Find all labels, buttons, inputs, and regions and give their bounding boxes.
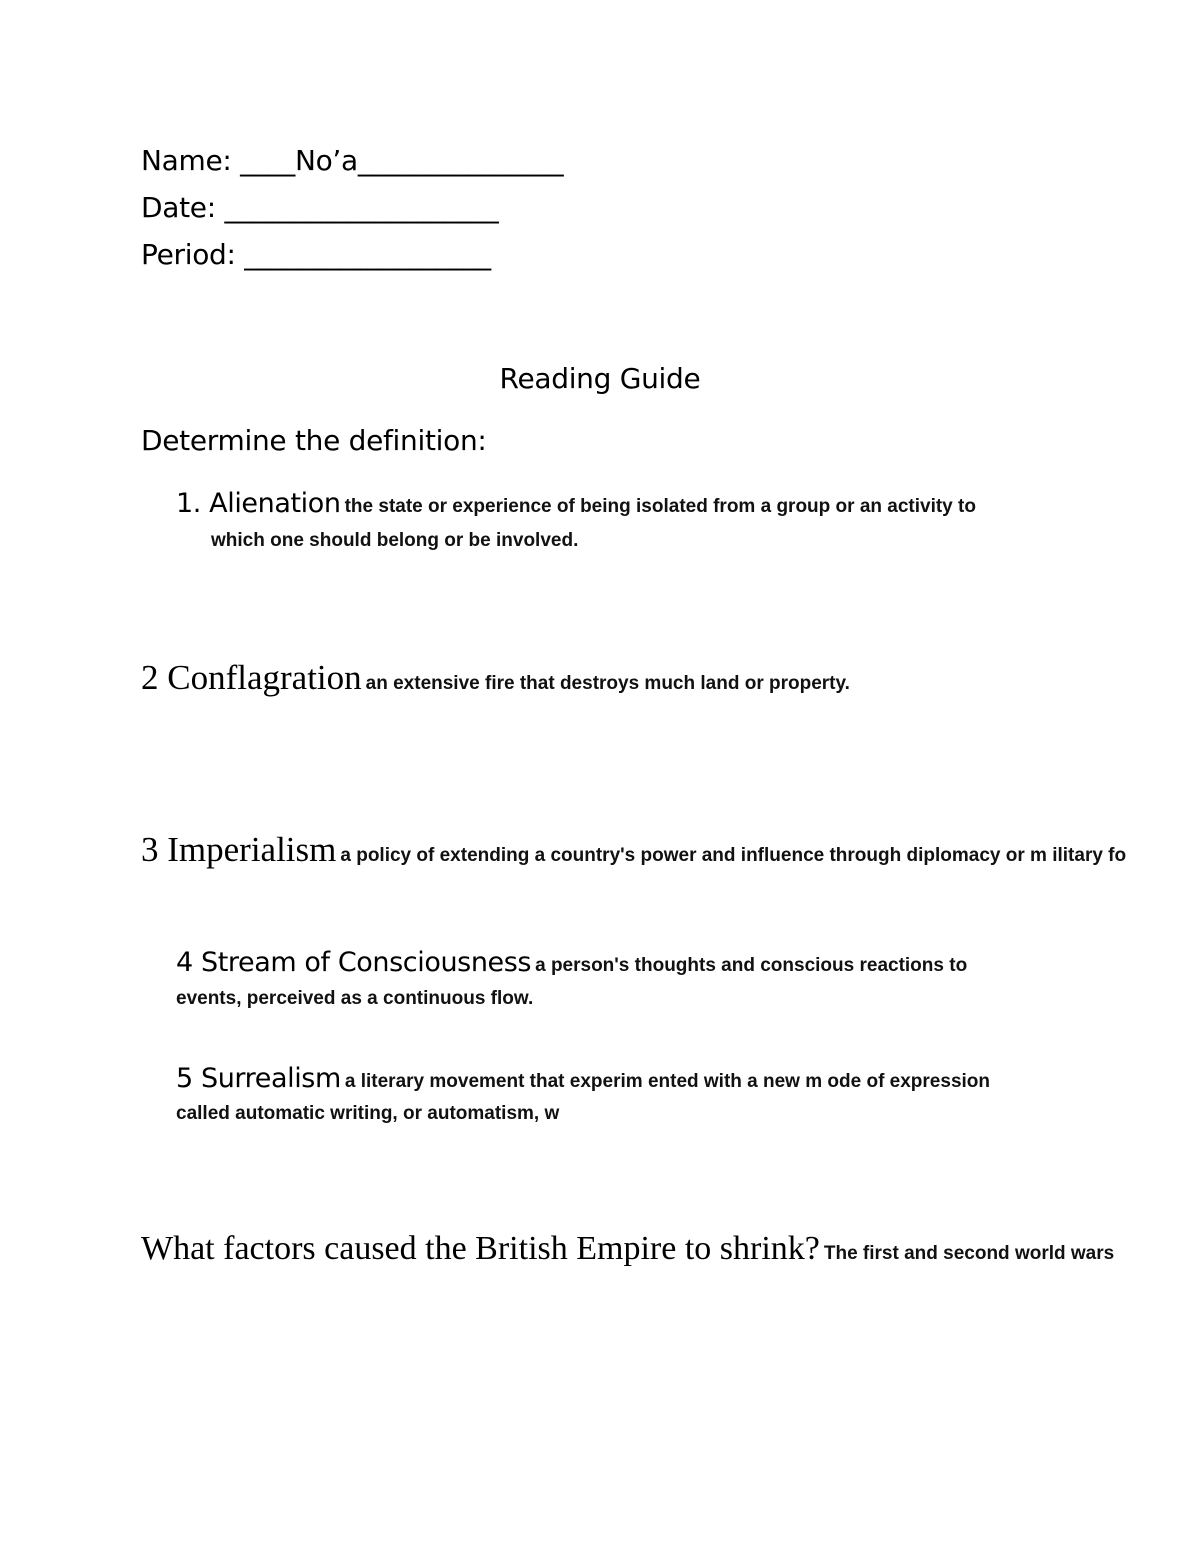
term: 1. Alienation <box>176 488 341 519</box>
page-title: Reading Guide <box>499 362 701 395</box>
answer-text: The first and second world wars <box>823 1243 1115 1264</box>
definition: a person's thoughts and conscious reactions to <box>535 955 968 976</box>
term: 5 Surrealism <box>176 1063 341 1094</box>
question-text: What factors caused the British Empire to shrink? <box>141 1230 820 1267</box>
definition: a policy of extending a country's power and influence through diplomacy or m ilitary fo <box>340 845 1127 866</box>
definition: an extensive fire that destroys much land or property. <box>365 673 850 694</box>
item-surrealism <box>176 1063 990 1094</box>
item-stream-of-consciousness <box>176 947 967 978</box>
definition: the state or experience of being isolated from a group or an activity to <box>344 496 976 517</box>
term: 2 Conflagration <box>141 658 362 697</box>
item-conflagration <box>141 658 850 698</box>
item-imperialism <box>141 830 1126 870</box>
definition-continued: which one should belong or be involved. <box>211 530 579 551</box>
item-alienation <box>176 488 976 519</box>
question-block <box>141 1230 1114 1268</box>
definition-continued: events, perceived as a continuous flow. <box>176 988 534 1009</box>
period-line: Period: __________________ <box>141 238 491 271</box>
term: 3 Imperialism <box>141 830 337 869</box>
definition: a literary movement that experim ented with a new m ode of expression <box>344 1071 991 1092</box>
instruction-text: Determine the definition: <box>141 424 487 457</box>
date-line: Date: ____________________ <box>141 191 499 224</box>
name-line: Name: ____No’a_______________ <box>141 144 564 177</box>
term: 4 Stream of Consciousness <box>176 947 532 978</box>
definition-continued: called automatic writing, or automatism, w <box>176 1103 560 1124</box>
